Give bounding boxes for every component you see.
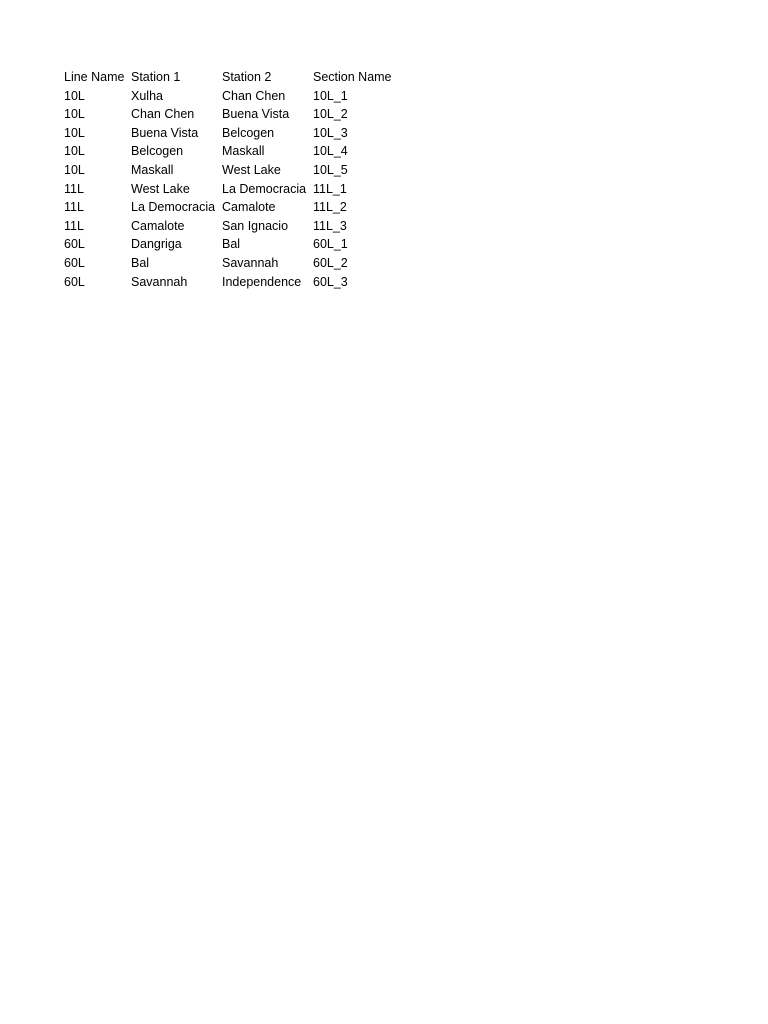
table-row — [64, 198, 413, 217]
cell-line-name: 10L — [64, 107, 85, 122]
cell-line-name: 11L — [64, 218, 84, 233]
table-row — [64, 254, 413, 273]
cell-station-1: Camalote — [131, 218, 185, 233]
cell-station-1: Maskall — [131, 162, 174, 177]
header-station-2: Station 2 — [222, 70, 272, 84]
cell-line-name: 60L — [64, 274, 85, 289]
table-row — [64, 105, 413, 124]
cell-line-name: 10L — [64, 162, 85, 177]
header-row — [64, 68, 413, 87]
cell-station-1: Belcogen — [131, 144, 184, 159]
cell-section-name: 11L_1 — [313, 181, 347, 196]
cell-section-name: 60L_1 — [313, 237, 348, 252]
line-sections-table — [64, 68, 413, 291]
cell-station-2: Buena Vista — [222, 107, 290, 122]
cell-station-1: Dangriga — [131, 237, 182, 252]
cell-section-name: 60L_2 — [313, 255, 348, 270]
cell-station-1: Bal — [131, 255, 150, 270]
table-header — [64, 68, 413, 87]
cell-section-name: 10L_4 — [313, 144, 348, 159]
table-row — [64, 161, 413, 180]
cell-station-1: Chan Chen — [131, 107, 195, 122]
cell-section-name: 10L_2 — [313, 107, 348, 122]
cell-line-name: 10L — [64, 144, 85, 159]
cell-station-2: La Democracia — [222, 181, 307, 196]
cell-station-2: Chan Chen — [222, 88, 286, 103]
header-station-1: Station 1 — [131, 70, 181, 84]
cell-section-name: 60L_3 — [313, 274, 348, 289]
cell-line-name: 10L — [64, 125, 85, 140]
cell-line-name: 10L — [64, 88, 85, 103]
cell-station-2: Belcogen — [222, 125, 275, 140]
cell-station-2: Maskall — [222, 144, 265, 159]
cell-line-name: 60L — [64, 237, 85, 252]
cell-station-2: Bal — [222, 237, 241, 252]
header-section-name: Section Name — [313, 70, 392, 84]
table-body — [64, 87, 413, 292]
table-row — [64, 142, 413, 161]
cell-station-2: San Ignacio — [222, 218, 289, 233]
cell-line-name: 11L — [64, 181, 84, 196]
cell-section-name: 11L_3 — [313, 218, 347, 233]
table-row — [64, 273, 413, 292]
cell-section-name: 11L_2 — [313, 200, 347, 215]
cell-station-1: Xulha — [131, 88, 163, 103]
cell-station-1: La Democracia — [131, 200, 216, 215]
header-line-name: Line Name — [64, 70, 125, 84]
cell-line-name: 11L — [64, 200, 84, 215]
table-row — [64, 124, 413, 143]
cell-section-name: 10L_3 — [313, 125, 348, 140]
cell-station-2: Savannah — [222, 255, 279, 270]
cell-station-1: West Lake — [131, 181, 190, 196]
cell-station-1: Buena Vista — [131, 125, 199, 140]
cell-station-2: West Lake — [222, 162, 281, 177]
table-row — [64, 180, 413, 199]
cell-section-name: 10L_1 — [313, 88, 348, 103]
table-row — [64, 235, 413, 254]
cell-station-2: Independence — [222, 274, 302, 289]
cell-line-name: 60L — [64, 255, 85, 270]
cell-station-2: Camalote — [222, 200, 276, 215]
cell-section-name: 10L_5 — [313, 162, 348, 177]
cell-station-1: Savannah — [131, 274, 188, 289]
spreadsheet-page — [64, 68, 413, 291]
table-row — [64, 87, 413, 106]
table-row — [64, 217, 413, 236]
